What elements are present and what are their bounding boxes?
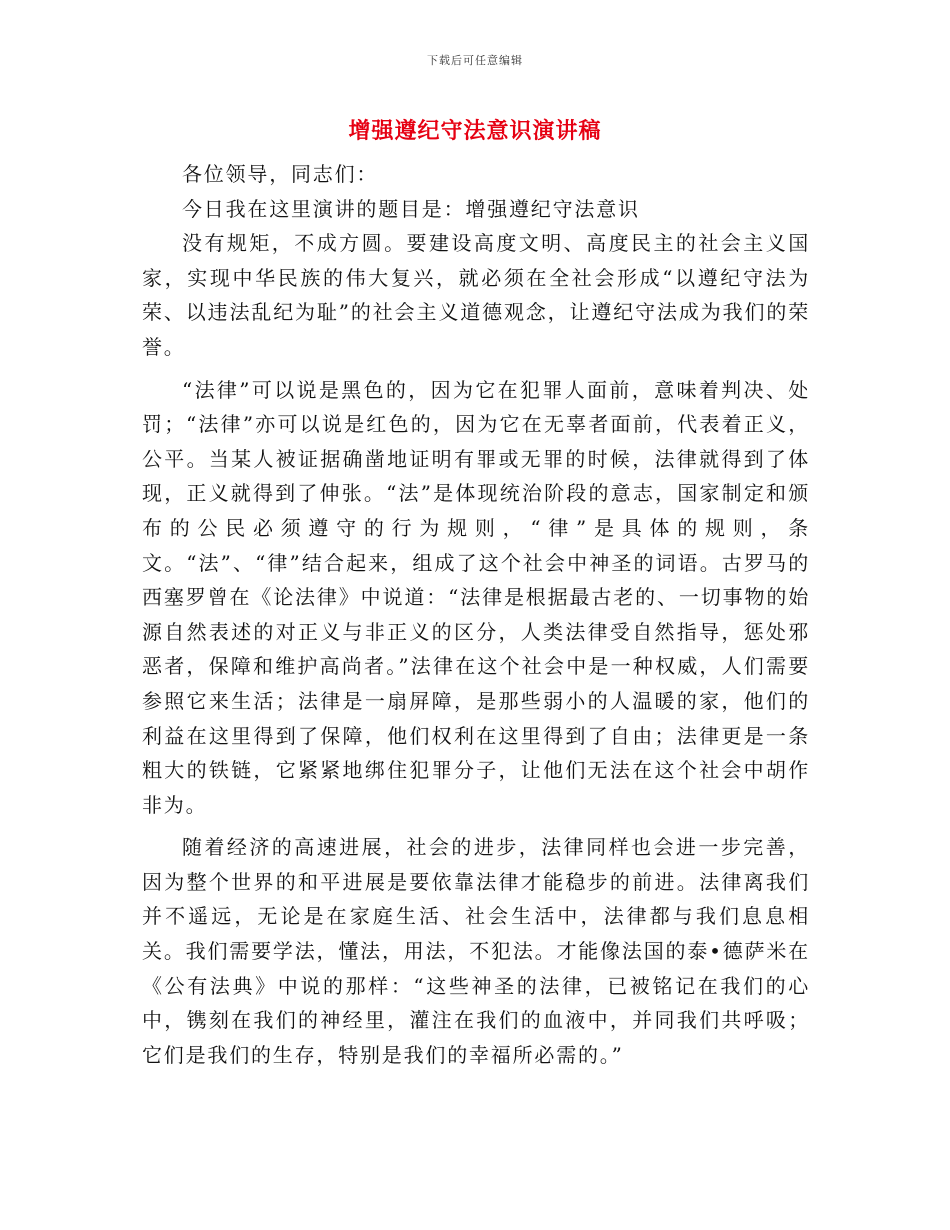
paragraph-topic: 今日我在这里演讲的题目是：增强遵纪守法意识: [182, 196, 640, 221]
paragraph-intro: 没有规矩，不成方圆。要建设高度文明、高度民主的社会主义国家，实现中华民族的伟大复兴，就必须在全社会形成“以遵纪守法为荣、以违法乱纪为耻”的社会主义道德观念，让遵纪守法成为我们的荣誉。: [142, 231, 810, 359]
paragraph-law-meaning: “法律”可以说是黑色的，因为它在犯罪人面前，意味着判决、处罚；“法律”亦可以说是红色的，因为它在无辜者面前，代表着正义，公平。当某人被证据确凿地证明有罪或无罪的时候，法律就得到了体现，正义就得到了伸张。“法”是体现统治阶段的意志，国家制定和颁布的公民必须遵守的行为规则，“律”是具体的规则，条文。“法”、“律”结合起来，组成了这个社会中神圣的词语。古罗马的西塞罗曾在《论法律》中说道：“法律是根据最古老的、一切事物的始源自然表述的对正义与非正义的区分，人类法律受自然指导，惩处邪恶者，保障和维护高尚者。”法律在这个社会中是一种权威，人们需要参照它来生活；法律是一扇屏障，是那些弱小的人温暖的家，他们的利益在这里得到了保障，他们权利在这里得到了自由；法律更是一条粗大的铁链，它紧紧地绑住犯罪分子，让他们无法在这个社会中胡作非为。: [142, 377, 810, 817]
header-note: 下载后可任意编辑: [427, 54, 523, 67]
document-title: 增强遵纪守法意识演讲稿: [348, 118, 602, 144]
paragraph-law-progress: 随着经济的高速进展，社会的进步，法律同样也会进一步完善，因为整个世界的和平进展是要依靠法律才能稳步的前进。法律离我们并不遥远，无论是在家庭生活、社会生活中，法律都与我们息息相关。我们需要学法，懂法，用法，不犯法。才能像法国的泰•德萨米在《公有法典》中说的那样：“这些神圣的法律，已被铭记在我们的心中，镌刻在我们的神经里，灌注在我们的血液中，并同我们共呼吸；它们是我们的生存，特别是我们的幸福所必需的。”: [142, 835, 810, 1067]
document-body: [142, 157, 810, 1072]
paragraph-salutation: 各位领导，同志们：: [182, 162, 379, 186]
